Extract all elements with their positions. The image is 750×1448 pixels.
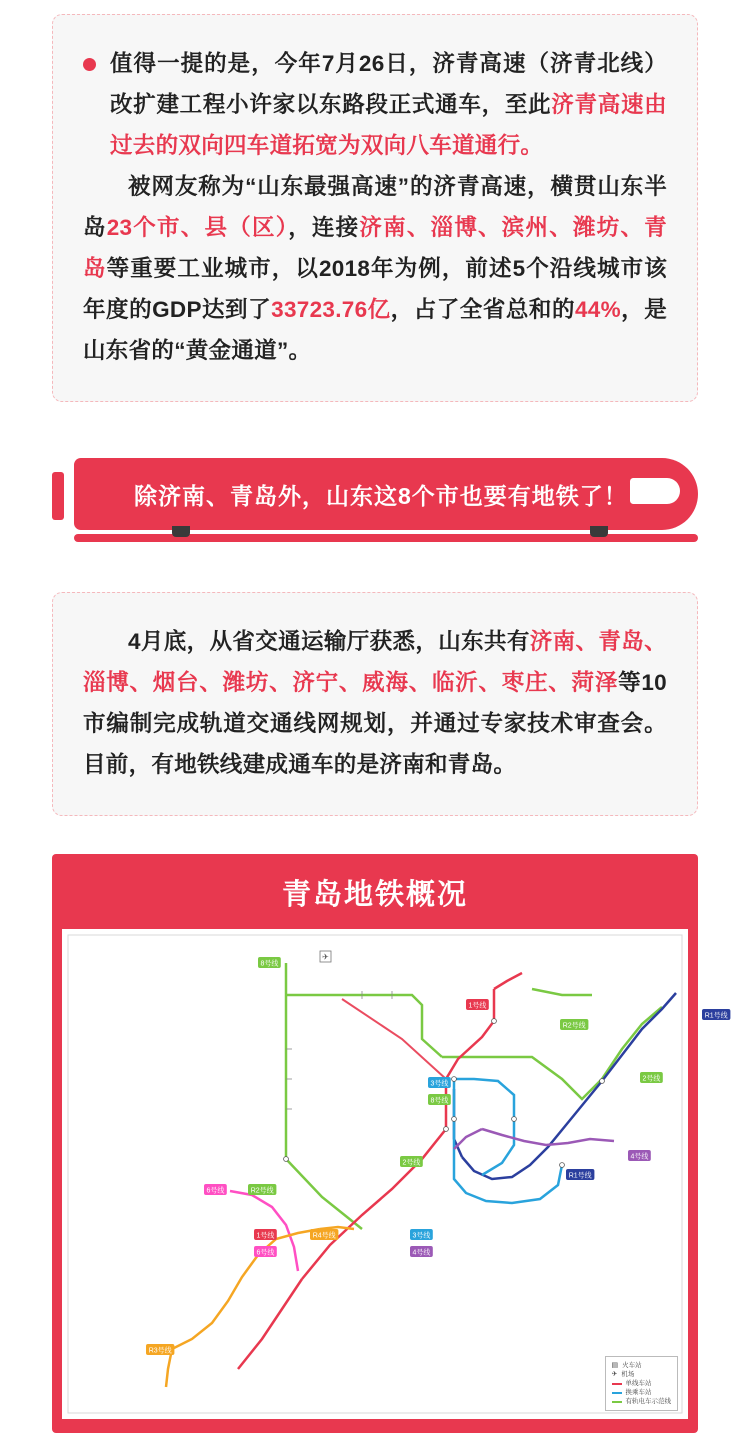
metro-map-svg	[62, 929, 728, 1419]
train-wheel-icon	[172, 526, 190, 537]
line-label-text: 3号线	[412, 1232, 431, 1240]
train-icon: ▤	[611, 1362, 619, 1369]
paragraph-segment-highlight: 33723.76亿	[271, 297, 391, 322]
paragraph-segment-highlight: 济南、青岛、淄博、烟台、潍坊、济宁、威海、临沂、枣庄、菏泽	[83, 629, 667, 695]
paragraph-segment-highlight: 44%	[574, 297, 621, 322]
legend-item	[612, 1397, 672, 1406]
paragraph-segment: ，是山东省的“黄金通道”。	[83, 297, 667, 363]
banner-title: 除济南、青岛外，山东这8个市也要有地铁了！	[134, 482, 628, 509]
legend-item	[612, 1370, 672, 1379]
bullet-dot-icon	[83, 58, 96, 71]
metro-section-title: 青岛地铁概况	[281, 879, 468, 911]
legend-item	[612, 1379, 672, 1388]
line-label-text: 1号线	[256, 1232, 275, 1240]
line-label-text: R3号线	[148, 1347, 172, 1355]
bullet-paragraph-text	[110, 43, 667, 166]
legend-label: 换乘车站	[625, 1389, 652, 1396]
paragraph-segment: 值得一提的是，今年7月26日，济青高速（济青北线）改扩建工程小许家以东路段正式通车，至此	[110, 51, 667, 117]
legend-swatch	[612, 1383, 622, 1385]
line-label-text: 3号线	[430, 1080, 449, 1088]
legend-label: 机场	[621, 1371, 635, 1378]
qingdao-metro-section	[52, 854, 728, 1433]
legend-item	[612, 1361, 672, 1370]
line-label-text: 8号线	[260, 960, 279, 968]
line-label-text: R1号线	[704, 1012, 728, 1020]
paragraph-segment-highlight: 济南、淄博、滨州、潍坊、青岛	[83, 215, 667, 281]
paragraph-segment: ，占了全省总和的	[390, 297, 575, 322]
line-label-text: 1号线	[468, 1002, 487, 1010]
line-label-text: R2号线	[250, 1187, 274, 1195]
paragraph-segment: ，连接	[288, 215, 360, 240]
metro-map-image	[62, 929, 728, 1419]
train-wheel-icon	[590, 526, 608, 537]
highway-summary-paragraph	[83, 166, 667, 371]
legend-swatch	[612, 1392, 622, 1394]
line-label-text: 4号线	[412, 1249, 431, 1257]
metro-planning-card	[52, 592, 698, 816]
section-banner-metro	[52, 458, 698, 546]
metro-planning-paragraph	[83, 621, 667, 785]
train-window-icon	[630, 478, 680, 504]
paragraph-segment-highlight: 23个市、县（区）	[106, 215, 289, 240]
legend-label: 单线车站	[625, 1380, 652, 1387]
paragraph-segment: 被网友称为“山东最强高速”的济青高速，横贯山东半岛	[83, 174, 667, 240]
train-tail-shape	[52, 472, 64, 520]
legend-item	[612, 1388, 672, 1397]
line-label-text: R1号线	[568, 1172, 592, 1180]
map-legend	[605, 1356, 679, 1411]
paragraph-segment: 等重要工业城市，以2018年为例，前述5个沿线城市该年度的GDP达到了	[83, 256, 667, 322]
svg-text:✈: ✈	[322, 952, 329, 962]
bullet-paragraph-row	[83, 43, 667, 166]
line-label-text: 2号线	[402, 1159, 421, 1167]
train-body-shape	[74, 458, 698, 530]
line-label-text: 2号线	[642, 1075, 661, 1083]
legend-swatch	[612, 1401, 622, 1403]
line-label-text: 6号线	[206, 1187, 225, 1195]
line-label-text: R2号线	[562, 1022, 586, 1030]
paragraph-segment-highlight: 济青高速由过去的双向四车道拓宽为双向八车道通行。	[110, 92, 667, 158]
line-label-text: R4号线	[312, 1232, 336, 1240]
highway-info-card	[52, 14, 698, 402]
line-label-text: 4号线	[630, 1153, 649, 1161]
legend-label: 火车站	[622, 1362, 642, 1369]
legend-label: 有轨电车示范线	[625, 1398, 671, 1405]
paragraph-segment: 等10市编制完成轨道交通线网规划，并通过专家技术审查会。目前，有地铁线建成通车的是济南和青岛。	[83, 670, 667, 777]
paragraph-segment: 4月底，从省交通运输厅获悉，山东共有	[128, 629, 530, 654]
line-label-text: 8号线	[430, 1097, 449, 1105]
plane-icon: ✈	[611, 1371, 618, 1378]
line-label-text: 6号线	[256, 1249, 275, 1257]
